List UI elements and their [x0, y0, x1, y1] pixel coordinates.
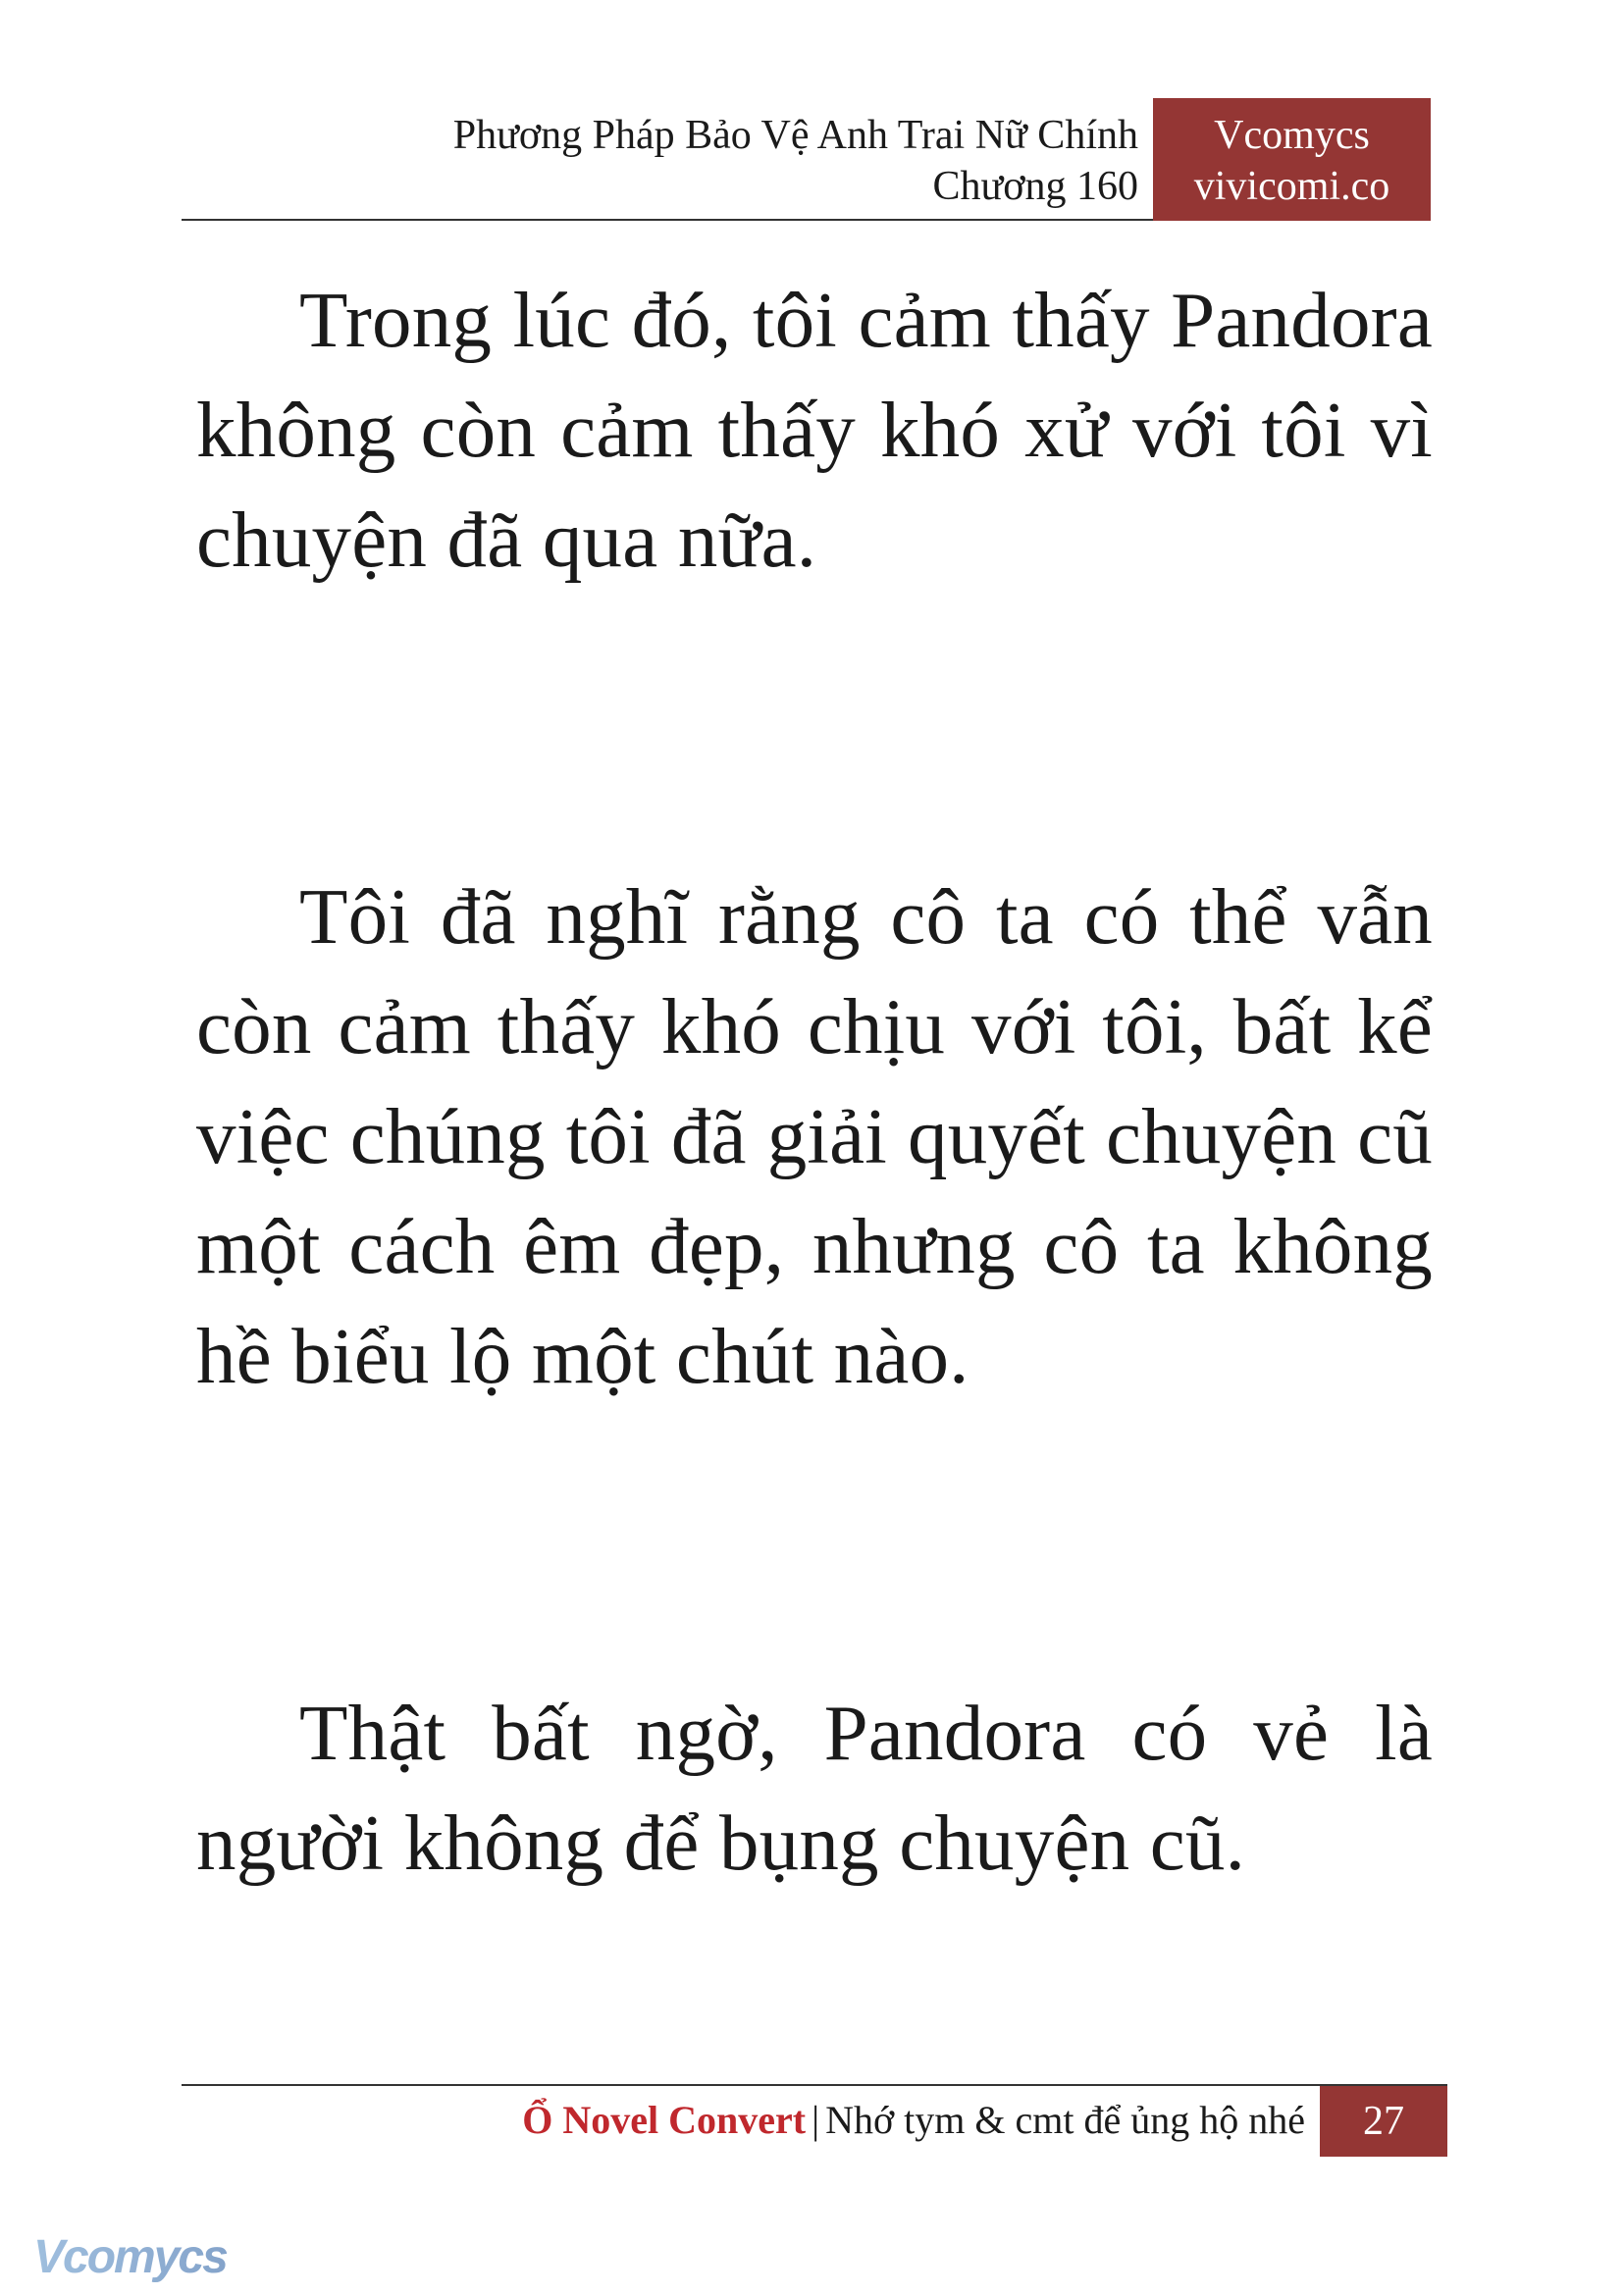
page-footer — [182, 2086, 1447, 2155]
header-divider — [182, 219, 1153, 221]
svg-text:Vcomycs: Vcomycs — [33, 2231, 227, 2283]
paragraph: Tôi đã nghĩ rằng cô ta có thể vẫn còn cảm thấy khó chịu với tôi, bất kể việc chúng tôi đã giải quyết chuyện cũ một cách êm đẹp, nhưng cô ta không hề biểu lộ một chút nào. — [196, 872, 1433, 1400]
paragraph: Thật bất ngờ, Pandora có vẻ là người không để bụng chuyện cũ. — [196, 1689, 1433, 1887]
page-header — [182, 98, 1431, 221]
footer-separator: | — [812, 2098, 820, 2142]
chapter-label: Chương 160 — [932, 164, 1138, 209]
paragraph: Trong lúc đó, tôi cảm thấy Pandora không còn cảm thấy khó xử với tôi vì chuyện đã qua nữa. — [196, 276, 1433, 584]
footer-message: Nhớ tym & cmt để ủng hộ nhé — [825, 2098, 1305, 2142]
page-number: 27 — [1320, 2086, 1447, 2157]
footer-brand: Ổ Novel Convert — [522, 2098, 807, 2142]
header-title-block — [453, 110, 1138, 212]
footer-credit — [522, 2096, 1305, 2145]
book-title: Phương Pháp Bảo Vệ Anh Trai Nữ Chính — [452, 113, 1138, 158]
badge-site-url: vivicomi.co — [1193, 164, 1390, 209]
vcomycs-watermark-logo — [29, 2227, 255, 2286]
badge-site-name: Vcomycs — [1214, 113, 1370, 158]
chapter-body — [196, 265, 1433, 2167]
watermark-logo-icon — [29, 2227, 255, 2286]
site-badge — [1153, 98, 1431, 221]
